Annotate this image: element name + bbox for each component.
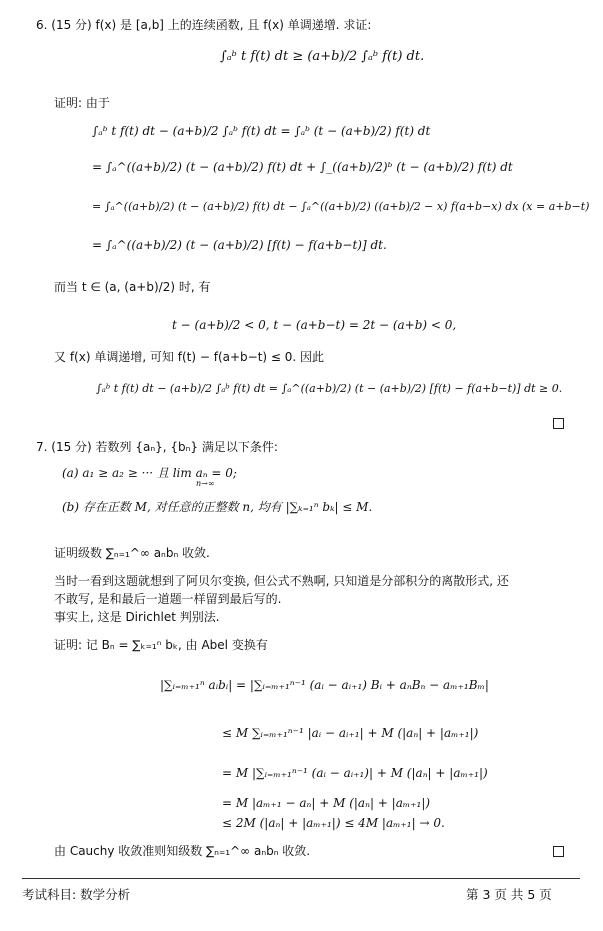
proof-line-3: = ∫ₐ^((a+b)/2) (t − (a+b)/2) f(t) dt − ∫ₐ^((a+b)/2) ((a+b)/2 − x) f(a+b−x) dx (x = a+b−t) (92, 200, 590, 213)
footer-subject: 考试科目: 数学分析 (22, 887, 131, 902)
problem-6-header: 6. (15 分) f(x) 是 [a,b] 上的连续函数, 且 f(x) 单调递增. 求证: (36, 18, 372, 32)
proof-line-1: ∫ₐᵇ t f(t) dt − (a+b)/2 ∫ₐᵇ f(t) dt = ∫ₐᵇ (t − (a+b)/2) f(t) dt (92, 124, 431, 138)
qed-square-icon (553, 846, 564, 857)
qed-square-icon (553, 418, 564, 429)
problem-7-header: 7. (15 分) 若数列 {aₙ}, {bₙ} 满足以下条件: (36, 440, 278, 454)
goal-statement: 证明级数 ∑ₙ₌₁^∞ aₙbₙ 收敛. (54, 546, 210, 560)
condition-a: (a) a₁ ≥ a₂ ≥ ··· 且 lim aₙ = 0; (62, 466, 237, 480)
conclusion: 由 Cauchy 收敛准则知级数 ∑ₙ₌₁^∞ aₙbₙ 收敛. (54, 844, 311, 858)
condition-b: (b) 存在正数 M, 对任意的正整数 n, 均有 |∑ₖ₌₁ⁿ bₖ| ≤ M. (62, 500, 373, 514)
abel-line-5: ≤ 2M (|aₙ| + |aₘ₊₁|) ≤ 4M |aₘ₊₁| → 0. (222, 816, 445, 830)
problem-6-claim: ∫ₐᵇ t f(t) dt ≥ (a+b)/2 ∫ₐᵇ f(t) dt. (220, 49, 425, 64)
abel-line-4: = M |aₘ₊₁ − aₙ| + M (|aₙ| + |aₘ₊₁|) (222, 796, 431, 810)
remark-line-1: 当时一看到这题就想到了阿贝尔变换, 但公式不熟啊, 只知道是分部积分的离散形式, 还 (54, 574, 509, 588)
abel-proof-intro: 证明: 记 Bₙ = ∑ₖ₌₁ⁿ bₖ, 由 Abel 变换有 (54, 638, 268, 652)
abel-line-1: |∑ᵢ₌ₘ₊₁ⁿ aᵢbᵢ| = |∑ᵢ₌ₘ₊₁ⁿ⁻¹ (aᵢ − aᵢ₊₁) Bᵢ + aₙBₙ − aₘ₊₁Bₘ| (160, 678, 489, 692)
remark-line-3: 事实上, 这是 Dirichlet 判别法. (54, 610, 220, 624)
monotone-statement: 又 f(x) 单调递增, 可知 f(t) − f(a+b−t) ≤ 0. 因此 (54, 350, 325, 364)
final-inequality: ∫ₐᵇ t f(t) dt − (a+b)/2 ∫ₐᵇ f(t) dt = ∫ₐ^((a+b)/2) (t − (a+b)/2) [f(t) − f(a+b−t)] dt ≥ 0. (96, 382, 563, 395)
proof-line-2: = ∫ₐ^((a+b)/2) (t − (a+b)/2) f(t) dt + ∫_((a+b)/2)ᵇ (t − (a+b)/2) f(t) dt (92, 160, 513, 174)
abel-line-2: ≤ M ∑ᵢ₌ₘ₊₁ⁿ⁻¹ |aᵢ − aᵢ₊₁| + M (|aₙ| + |aₘ₊₁|) (222, 726, 479, 740)
limit-subscript: n→∞ (196, 479, 215, 488)
footer-page-number: 第 3 页 共 5 页 (466, 887, 552, 902)
footer-rule (22, 878, 580, 879)
abel-line-3: = M |∑ᵢ₌ₘ₊₁ⁿ⁻¹ (aᵢ − aᵢ₊₁)| + M (|aₙ| + |aₘ₊₁|) (222, 766, 488, 780)
sign-inequality: t − (a+b)/2 < 0, t − (a+b−t) = 2t − (a+b) < 0, (172, 318, 457, 332)
interval-statement: 而当 t ∈ (a, (a+b)/2) 时, 有 (54, 280, 211, 294)
remark-line-2: 不敢写, 是和最后一道题一样留到最后写的. (54, 592, 282, 606)
problem-6-proof-intro: 证明: 由于 (54, 96, 110, 110)
proof-line-4: = ∫ₐ^((a+b)/2) (t − (a+b)/2) [f(t) − f(a+b−t)] dt. (92, 238, 387, 252)
